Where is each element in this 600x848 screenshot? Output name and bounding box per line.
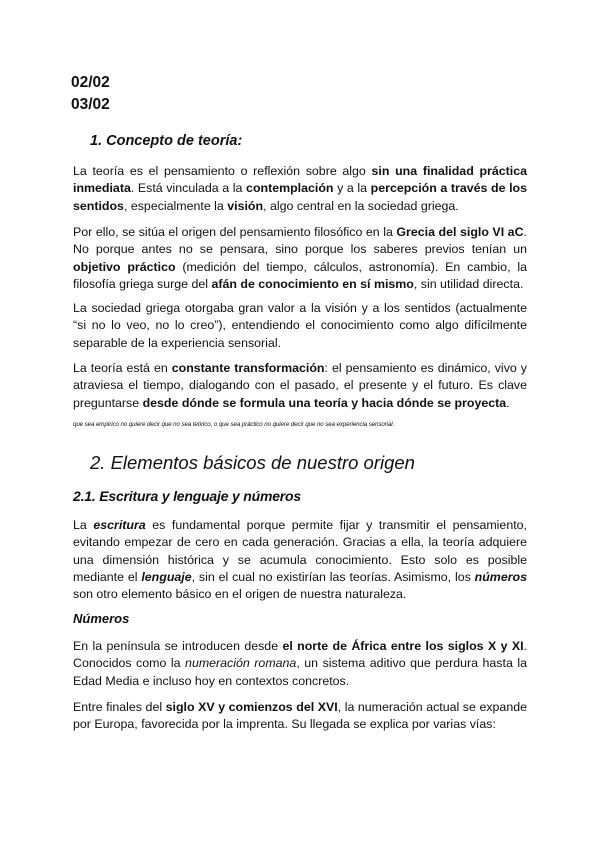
bold-run: objetivo práctico [73, 259, 176, 274]
bold-italic-run: números [474, 569, 527, 584]
paragraph-theory-definition [73, 163, 527, 215]
date-line-2: 03/02 [71, 96, 110, 113]
text-run: , la numeración actual se expande por Europa, favorecida por la imprenta. Su llegada se explica por varias vías: [73, 700, 527, 732]
text-run: , un sistema aditivo que perdura hasta la Edad Media e incluso hoy en contextos concretos. [73, 656, 527, 688]
text-run: son otro elemento básico en el origen de nuestra naturaleza. [73, 587, 407, 602]
text-run: . Conocidos como la [73, 639, 527, 671]
date-line-1: 02/02 [71, 74, 110, 91]
paragraph-constant-transformation [73, 360, 527, 412]
text-run: En la península se introducen desde [73, 639, 283, 653]
paragraph-roman-numerals [73, 638, 527, 690]
text-run: , sin el cual no existirían las teorías. Asimismo, los [191, 569, 475, 584]
text-run: : el pensamiento es dinámico, vivo y atraviesa el tiempo, dialogando con el pasado, el presente y el futuro. Es clave preguntarse [73, 361, 527, 410]
text-run: . No porque antes no se pensara, sino porque los saberes previos tenían un [73, 225, 527, 257]
numbers-heading: Números [73, 611, 130, 626]
text-run: Por ello, se sitúa el origen del pensamiento filosófico en la [73, 225, 397, 239]
footnote-annotation: que sea empírico no quiere decir que no sea teórico, o que sea práctico no quiere decir que no sea experiencia sensorial. [73, 421, 395, 428]
bold-run: visión [227, 198, 264, 213]
bold-run: sin una finalidad práctica inmediata [73, 164, 527, 196]
subsection-2-1-heading: 2.1. Escritura y lenguaje y números [73, 488, 301, 504]
date-header [71, 72, 110, 116]
text-run: (medición del tiempo, cálculos, astronomía). En cambio, la filosofía griega surge del [73, 259, 527, 291]
bold-run: siglo XV y comienzos del XVI [165, 700, 338, 714]
bold-run: constante transformación [171, 361, 325, 375]
bold-italic-run: escritura [93, 518, 146, 532]
text-run: . [506, 395, 510, 410]
paragraph-modern-numbers [73, 699, 527, 734]
paragraph-writing-language [73, 517, 527, 603]
text-run: La [73, 518, 94, 532]
bold-italic-run: lenguaje [141, 569, 192, 584]
section-1-heading: 1. Concepto de teoría: [90, 133, 243, 149]
bold-run: Grecia del siglo VI aC [396, 225, 524, 239]
text-run: es fundamental porque permite fijar y transmitir el pensamiento, evitando empezar de cero en cada generación. Gracias a ella, la teoría adquiere una dimensión histórica y se acumula conocimiento. Esto solo es posible mediante el [73, 518, 527, 584]
bold-run: desde dónde se formula una teoría y hacia dónde se proyecta [142, 395, 507, 410]
bold-run: contemplación [246, 181, 334, 196]
section-2-heading: 2. Elementos básicos de nuestro origen [90, 452, 415, 473]
text-run: Entre finales del [73, 700, 166, 714]
italic-run: numeración romana [185, 656, 297, 671]
bold-run: afán de conocimiento en sí mismo [211, 276, 414, 291]
text-run: , algo central en la sociedad griega. [263, 198, 459, 213]
bold-run: percepción a través de los sentidos [73, 181, 527, 213]
text-run: y a la [333, 181, 371, 196]
text-run: . Está vinculada a la [130, 181, 247, 196]
text-run: La teoría está en [73, 361, 172, 375]
paragraph-greek-origin [73, 224, 527, 293]
bold-run: el norte de África entre los siglos X y XI [282, 639, 524, 653]
text-run: La teoría es el pensamiento o reflexión sobre algo [73, 164, 372, 178]
text-run: , especialmente la [123, 198, 228, 213]
text-run: , sin utilidad directa. [413, 276, 524, 291]
paragraph-greek-society: La sociedad griega otorgaba gran valor a la visión y a los sentidos (actualmente “si no lo veo, no lo creo”), entendiendo el conocimiento como algo difícilmente separable de la experiencia sensorial. [73, 301, 527, 350]
